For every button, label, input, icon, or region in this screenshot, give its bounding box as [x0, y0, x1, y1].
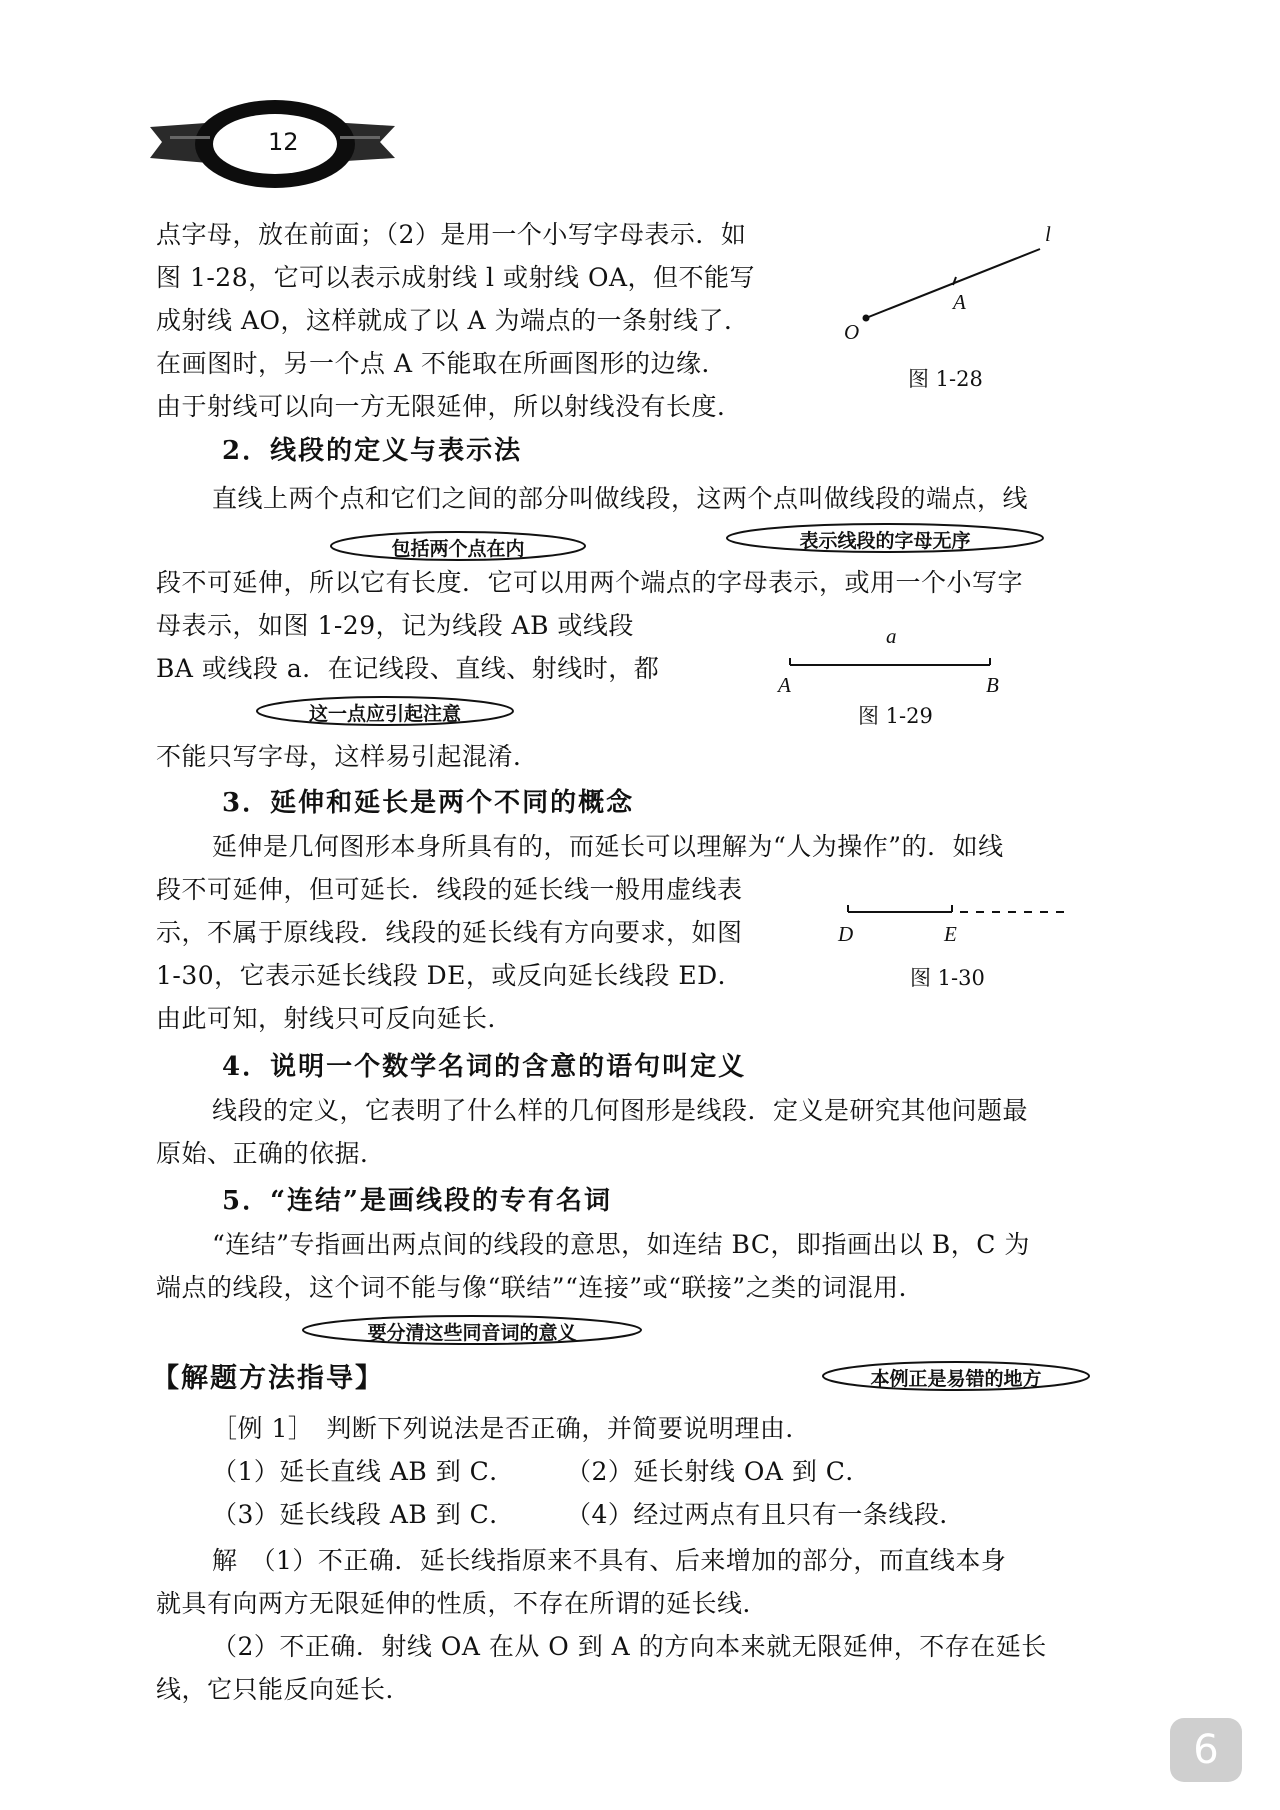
text-line: 直线上两个点和它们之间的部分叫做线段，这两个点叫做线段的端点，线 — [212, 484, 1029, 513]
text-line: “连结”专指画出两点间的线段的意思，如连结 BC，即指画出以 B，C 为 — [212, 1230, 1030, 1259]
text-line: 段不可延伸，所以它有长度．它可以用两个端点的字母表示，或用一个小写字 — [156, 568, 1024, 597]
text-line: BA 或线段 a．在记线段、直线、射线时，都 — [156, 654, 660, 683]
text-line: 1-30，它表示延长线段 DE，或反向延长线段 ED． — [156, 961, 744, 990]
point-a-tick — [953, 277, 956, 285]
text-line: 成射线 AO，这样就成了以 A 为端点的一条射线了． — [156, 306, 750, 335]
figure-1-28 — [840, 225, 1080, 345]
label-o: O — [844, 320, 860, 344]
figure-caption: 图 1-29 — [858, 704, 933, 728]
label-b: B — [986, 673, 999, 697]
text-line: 原始、正确的依据． — [156, 1139, 386, 1168]
annotation-text: 表示线段的字母无序 — [799, 530, 971, 552]
text-line: 线段的定义，它表明了什么样的几何图形是线段．定义是研究其他问题最 — [212, 1096, 1029, 1125]
example-item: （4）经过两点有且只有一条线段． — [566, 1500, 965, 1529]
section-heading: 3．延伸和延长是两个不同的概念 — [222, 788, 635, 818]
solution-line: 解 （1）不正确．延长线指原来不具有、后来增加的部分，而直线本身 — [212, 1546, 1007, 1575]
text-line: 示，不属于原线段．线段的延长线有方向要求，如图 — [156, 918, 743, 947]
annotation-text: 包括两个点在内 — [391, 538, 525, 560]
label-e: E — [944, 922, 957, 946]
text-line: 段不可延伸，但可延长．线段的延长线一般用虚线表 — [156, 875, 743, 904]
label-a: A — [778, 673, 791, 697]
annotation-text: 要分清这些同音词的意义 — [367, 1322, 577, 1344]
example-item: （3）延长线段 AB 到 C． — [212, 1500, 515, 1529]
figure-1-29 — [780, 650, 1010, 680]
page-badge: 6 — [1170, 1718, 1242, 1782]
figure-caption: 图 1-28 — [908, 367, 983, 391]
solution-line: 线，它只能反向延长． — [156, 1675, 412, 1704]
text-line: 由于射线可以向一方无限延伸，所以射线没有长度． — [156, 392, 743, 421]
solution-line: （2）不正确．射线 OA 在从 O 到 A 的方向本来就无限延伸，不存在延长 — [212, 1632, 1047, 1661]
solution-line: 就具有向两方无限延伸的性质，不存在所谓的延长线． — [156, 1589, 769, 1618]
text-line: 不能只写字母，这样易引起混淆． — [156, 742, 539, 771]
text-line: 在画图时，另一个点 A 不能取在所画图形的边缘． — [156, 349, 727, 378]
label-d: D — [838, 922, 854, 946]
figure-caption: 图 1-30 — [910, 966, 985, 990]
figure-1-30 — [840, 900, 1080, 924]
example-item: （2）延长射线 OA 到 C． — [566, 1457, 871, 1486]
section-heading: 2．线段的定义与表示法 — [222, 436, 523, 466]
annotation-text: 本例正是易错的地方 — [870, 1368, 1042, 1390]
section-heading: 5．“连结”是画线段的专有名词 — [222, 1186, 613, 1216]
text-line: 母表示，如图 1-29，记为线段 AB 或线段 — [156, 611, 634, 640]
method-heading: 【解题方法指导】 — [152, 1363, 384, 1394]
text-line: 点字母，放在前面；（2）是用一个小写字母表示．如 — [156, 220, 747, 249]
point-o — [863, 315, 870, 322]
example-item: （1）延长直线 AB 到 C． — [212, 1457, 515, 1486]
label-a: A — [953, 290, 966, 314]
text-line: 图 1-28，它可以表示成射线 l 或射线 OA，但不能写 — [156, 263, 755, 292]
example-title: ［例 1］ 判断下列说法是否正确，并简要说明理由． — [212, 1414, 811, 1443]
label-l: l — [1045, 222, 1051, 246]
label-a-lower: a — [886, 624, 897, 648]
page-number: 12 — [268, 128, 299, 156]
text-line: 端点的线段，这个词不能与像“联结”“连接”或“联接”之类的词混用． — [156, 1273, 925, 1302]
annotation-text: 这一点应引起注意 — [308, 703, 461, 725]
text-line: 由此可知，射线只可反向延长． — [156, 1004, 514, 1033]
text-line: 延伸是几何图形本身所具有的，而延长可以理解为“人为操作”的．如线 — [212, 832, 1004, 861]
section-heading: 4．说明一个数学名词的含意的语句叫定义 — [222, 1052, 747, 1082]
